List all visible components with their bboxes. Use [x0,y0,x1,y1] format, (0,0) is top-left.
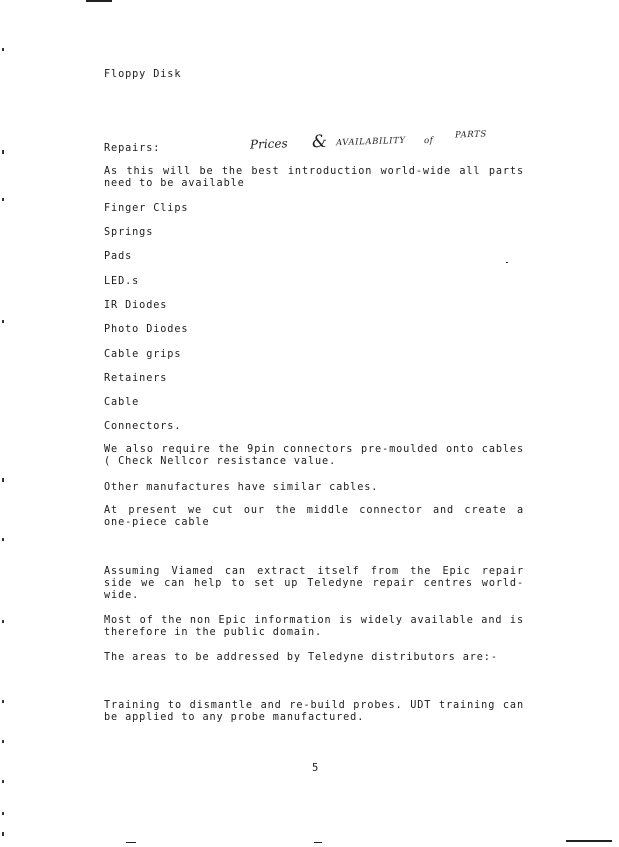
body-paragraph: At present we cut our the middle connector and create a one-piece cable [104,505,524,528]
parts-list-item: Springs [104,227,154,238]
scan-margin-dot [2,812,4,815]
parts-list-item: Photo Diodes [104,324,189,335]
repairs-label: Repairs: [104,143,161,154]
parts-list-item: Cable [104,397,140,408]
body-paragraph: We also require the 9pin connectors pre-moulded onto cables ( Check Nellcor resistance value. [104,444,524,467]
scan-margin-dot [2,478,4,482]
scan-mark-bottom-left [126,842,136,843]
scan-mark-top-left [86,0,112,2]
scan-margin-dot [2,198,4,201]
parts-list-item: IR Diodes [104,300,168,311]
handwritten-note-parts: PARTS [454,129,487,141]
handwritten-note-prices: Prices [249,136,288,152]
scan-mark-bottom-right [566,840,612,842]
body-paragraph: Training to dismantle and re-build probes. UDT training can be applied to any probe manufactured. [104,700,524,723]
scan-margin-dot [2,150,4,154]
body-paragraph: Other manufactures have similar cables. [104,482,379,493]
handwritten-note-of: of [423,135,434,147]
handwritten-note-ampersand: & [311,131,328,153]
handwritten-note-availability: AVAILABILITY [335,135,406,149]
scan-margin-dot [2,620,4,623]
scan-margin-dot [2,740,4,743]
parts-list-item: Connectors. [104,421,182,432]
scan-margin-dot [2,780,4,783]
page-number: 5 [312,762,319,774]
document-heading: Floppy Disk [104,69,182,80]
parts-list-item: Pads [104,251,133,262]
body-paragraph: Assuming Viamed can extract itself from the Epic repair side we can help to set up Teledyne repair centres world-wide. [104,566,524,601]
scan-margin-dot [2,832,4,836]
body-paragraph: Most of the non Epic information is widely available and is therefore in the public domain. [104,615,524,638]
scan-margin-dot [2,48,4,51]
scan-speck [506,262,508,263]
parts-list-item: Finger Clips [104,203,189,214]
scan-margin-dot [2,700,4,703]
body-paragraph: The areas to be addressed by Teledyne distributors are:- [104,652,498,663]
parts-list-item: LED.s [104,276,140,287]
scan-mark-bottom-center [314,842,322,843]
scan-margin-dot [2,320,4,323]
scan-margin-dot [2,538,4,541]
parts-list-item: Cable grips [104,349,182,360]
intro-paragraph: As this will be the best introduction world-wide all parts need to be available [104,166,524,189]
parts-list-item: Retainers [104,373,168,384]
